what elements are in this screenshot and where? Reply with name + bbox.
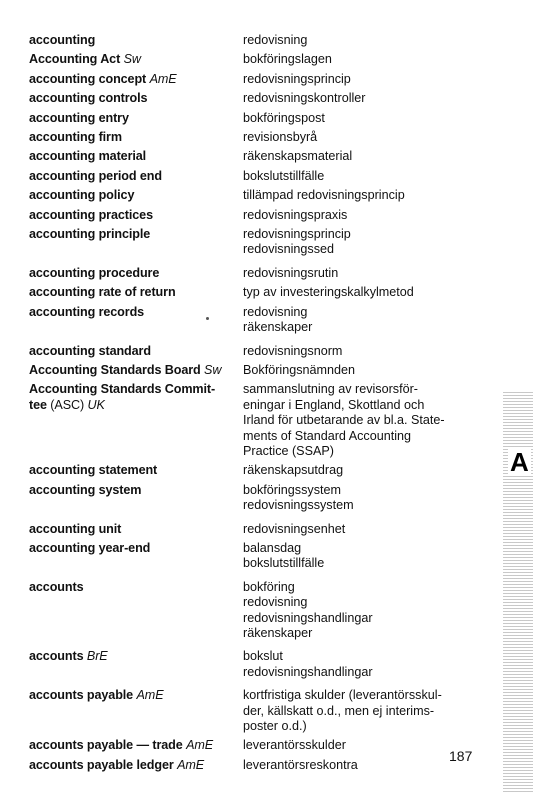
entry xyxy=(29,188,479,203)
entry-definitions xyxy=(243,72,479,87)
entry-list xyxy=(29,33,479,777)
entry-definitions xyxy=(243,305,479,336)
entry-definitions xyxy=(243,382,479,459)
entry-term: accounting firm xyxy=(29,130,122,145)
definition: redovisningspraxis xyxy=(243,207,348,222)
entry-term: accounting rate of return xyxy=(29,285,176,300)
entry-definitions xyxy=(243,463,479,478)
definition: bokföringspost xyxy=(243,110,325,125)
print-speck xyxy=(206,317,209,320)
entry-definitions xyxy=(243,285,479,300)
definition: revisionsbyrå xyxy=(243,130,318,145)
definition: poster o.d.) xyxy=(243,719,307,734)
definition: typ av investeringskalkylmetod xyxy=(243,285,414,300)
entry-definitions xyxy=(243,483,479,514)
entry-definitions xyxy=(243,522,479,537)
entry-definitions xyxy=(243,169,479,184)
entry xyxy=(29,688,479,734)
entry xyxy=(29,130,479,145)
usage-tag: AmE xyxy=(149,71,177,86)
entry-definitions xyxy=(243,33,479,48)
entry-term: accounting principle xyxy=(29,227,151,242)
entry-definitions xyxy=(243,149,479,164)
entry-term: accounting period end xyxy=(29,168,162,183)
entry-term: accounts BrE xyxy=(29,649,108,664)
entry-definitions xyxy=(243,188,479,203)
definition: leverantörsskulder xyxy=(243,738,346,753)
usage-tag: UK xyxy=(87,397,105,412)
definition: bokslutstillfälle xyxy=(243,168,325,183)
definition: sammanslutning av revisorsför- xyxy=(243,382,418,397)
entry-term: accounts payable — trade AmE xyxy=(29,738,214,753)
definition: redovisningsenhet xyxy=(243,521,346,536)
definition: redovisningskontroller xyxy=(243,91,366,106)
entry-definitions xyxy=(243,738,479,753)
entry-term: accounting year-end xyxy=(29,540,151,555)
usage-tag: BrE xyxy=(86,649,108,664)
definition: ments of Standard Accounting xyxy=(243,428,412,443)
entry-definitions xyxy=(243,227,479,258)
entry xyxy=(29,208,479,223)
entry xyxy=(29,580,479,642)
entry-term: accounts payable ledger AmE xyxy=(29,757,205,772)
entry-term: accounting unit xyxy=(29,521,122,536)
definition: balansdag xyxy=(243,540,302,555)
entry-term: accounting concept AmE xyxy=(29,71,177,86)
definition: bokföringssystem xyxy=(243,482,341,497)
entry-definitions xyxy=(243,580,479,642)
abbreviation: (ASC) xyxy=(46,397,88,412)
entry-definitions xyxy=(243,541,479,572)
definition: leverantörsreskontra xyxy=(243,757,358,772)
entry xyxy=(29,169,479,184)
entry-term: accounting controls xyxy=(29,91,148,106)
usage-tag: AmE xyxy=(177,757,205,772)
thumb-index-letter: A xyxy=(510,447,529,477)
entry xyxy=(29,33,479,48)
definition: tillämpad redovisningsprincip xyxy=(243,188,405,203)
definition: redovisningssed xyxy=(243,242,335,257)
definition: redovisningsrutin xyxy=(243,265,339,280)
entry xyxy=(29,149,479,164)
definition: räkenskapsutdrag xyxy=(243,463,344,478)
entry-definitions xyxy=(243,649,479,680)
definition: räkenskaper xyxy=(243,320,313,335)
entry xyxy=(29,285,479,300)
definition: redovisning xyxy=(243,33,308,47)
definition: Practice (SSAP) xyxy=(243,443,334,458)
definition: räkenskapsmaterial xyxy=(243,149,353,164)
entry xyxy=(29,363,479,378)
entry xyxy=(29,522,479,537)
definition: bokslut xyxy=(243,649,283,664)
definition: redovisningshandlingar xyxy=(243,610,373,625)
entry-term: accounting standard xyxy=(29,343,151,358)
entry xyxy=(29,541,479,572)
entry-definitions xyxy=(243,52,479,67)
entry-term: accounting xyxy=(29,33,96,47)
definition: eningar i England, Skottland och xyxy=(243,397,425,412)
entry xyxy=(29,111,479,126)
entry-term: accounting practices xyxy=(29,207,153,222)
definition: der, källskatt o.d., men ej interims- xyxy=(243,703,435,718)
entry xyxy=(29,305,479,336)
entry xyxy=(29,382,479,459)
entry-term: accounts payable AmE xyxy=(29,688,164,703)
entry xyxy=(29,72,479,87)
definition: redovisning xyxy=(243,304,308,319)
definition: Bokföringsnämnden xyxy=(243,362,356,377)
definition: redovisningshandlingar xyxy=(243,664,373,679)
entry-term: accounting material xyxy=(29,149,147,164)
definition: redovisningssystem xyxy=(243,498,354,513)
definition: redovisningsprincip xyxy=(243,71,351,86)
entry xyxy=(29,483,479,514)
entry-term: accounting system xyxy=(29,482,142,497)
entry xyxy=(29,91,479,106)
definition: bokföring xyxy=(243,579,295,594)
entry-term: Accounting Act Sw xyxy=(29,52,141,67)
usage-tag: Sw xyxy=(204,362,222,377)
entry-definitions xyxy=(243,266,479,281)
entry-definitions xyxy=(243,688,479,734)
entry-term: accounts xyxy=(29,579,84,594)
definition: redovisningsprincip xyxy=(243,227,351,242)
definition: redovisning xyxy=(243,595,308,610)
entry-term: accounting records xyxy=(29,304,145,319)
entry xyxy=(29,463,479,478)
entry-definitions xyxy=(243,758,479,773)
entry-definitions xyxy=(243,344,479,359)
entry-term: Accounting Standards Commit- tee (ASC) UK xyxy=(29,382,216,412)
entry xyxy=(29,344,479,359)
entry-definitions xyxy=(243,130,479,145)
definition: räkenskaper xyxy=(243,626,313,640)
entry-term: accounting statement xyxy=(29,463,158,478)
entry-definitions xyxy=(243,111,479,126)
entry xyxy=(29,266,479,281)
entry xyxy=(29,738,479,753)
entry xyxy=(29,227,479,258)
definition: kortfristiga skulder (leverantörsskul- xyxy=(243,688,442,703)
entry-term: accounting procedure xyxy=(29,265,160,280)
entry-definitions xyxy=(243,91,479,106)
page-number: 187 xyxy=(449,748,473,764)
definition: bokföringslagen xyxy=(243,52,332,67)
entry-definitions xyxy=(243,208,479,223)
entry xyxy=(29,52,479,67)
entry-definitions xyxy=(243,363,479,378)
usage-tag: AmE xyxy=(136,688,164,703)
usage-tag: Sw xyxy=(123,52,141,67)
definition: Irland för utbetarande av bl.a. State- xyxy=(243,413,445,428)
entry-term: accounting policy xyxy=(29,188,135,203)
usage-tag: AmE xyxy=(186,738,214,753)
entry-term: accounting entry xyxy=(29,110,129,125)
entry-term: Accounting Standards Board Sw xyxy=(29,362,222,377)
entry xyxy=(29,758,479,773)
definition: redovisningsnorm xyxy=(243,343,343,358)
definition: bokslutstillfälle xyxy=(243,556,325,571)
entry xyxy=(29,649,479,680)
